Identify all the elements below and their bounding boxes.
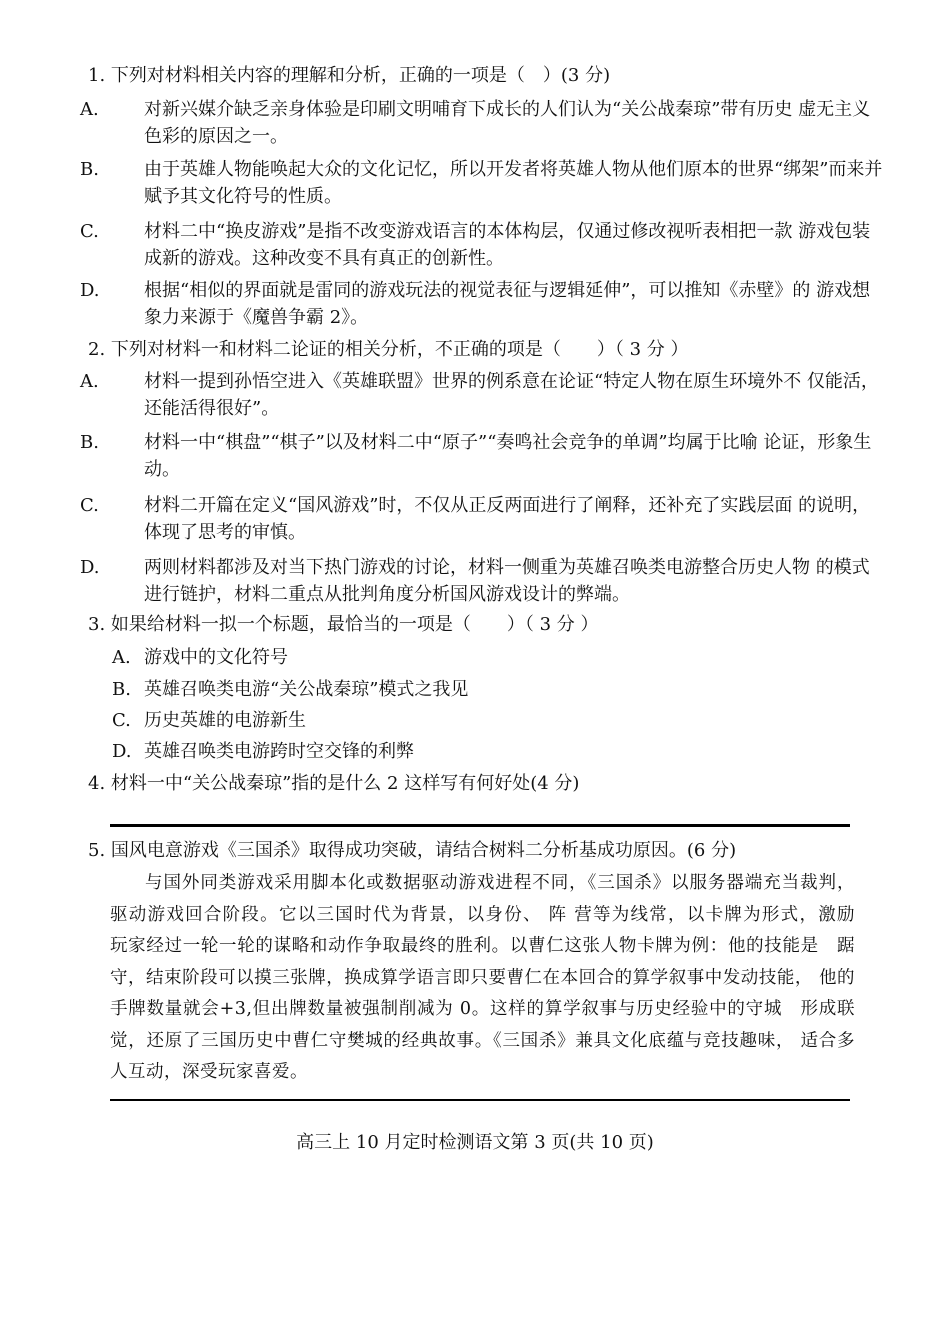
option-text: 历史英雄的电游新生 [144,710,306,731]
page-footer: 高三上 10 月定时检测语文第 3 页(共 10 页) [296,1132,654,1153]
question-3-option-c [112,707,852,734]
question-2-option-a [80,368,884,422]
footer-divider [110,1099,850,1101]
option-label: C. [80,495,99,516]
option-text: 对新兴媒介缺乏亲身体验是印刷文明哺育下成长的人们认为“关公战秦琼”带有历史 虚无主义色彩的原因之一。 [144,99,871,147]
question-4-stem: 4. 材料一中“关公战秦琼”指的是什么 2 这样写有何好处(4 分) [88,773,580,794]
question-1-option-c [80,218,884,272]
option-label: A. [80,99,99,120]
question-1-stem: 1. 下列对材料相关内容的理解和分析，正确的一项是（ ）(3 分) [88,65,611,86]
question-5-stem: 5. 国风电意游戏《三国杀》取得成功突破，请结合树料二分析基成功原因。(6 分) [88,840,737,861]
option-text: 材料一中“棋盘”“棋子”以及材料二中“原子”“奏鸣社会竞争的单调”均属于比喻 论证，形象生动。 [144,432,872,480]
question-1-option-a [80,96,884,150]
option-label: C. [80,221,99,242]
option-label: D. [112,741,132,762]
question-3-stem: 3. 如果给材料一拟一个标题，最恰当的一项是（ ）（ 3 分 ） [88,614,599,635]
question-2-stem: 2. 下列对材料一和材料二论证的相关分析，不正确的项是（ ）（ 3 分 ） [88,339,689,360]
option-text: 游戏中的文化符号 [144,647,288,668]
option-text: 英雄召唤类电游跨时空交锋的利弊 [144,741,414,762]
option-label: B. [80,432,99,453]
option-label: B. [80,159,99,180]
option-text: 由于英雄人物能唤起大众的文化记忆，所以开发者将英雄人物从他们原本的世界“绑架”而来并赋予其文化符号的性质。 [144,159,883,207]
option-text: 根据“相似的界面就是雷同的游戏玩法的视觉表征与逻辑延伸”，可以推知《赤壁》的 游戏想象力来源于《魔兽争霸 2》。 [144,280,871,328]
question-3-option-d [112,738,852,765]
section-divider [110,824,850,827]
option-label: A. [80,371,99,392]
option-text: 两则材料都涉及对当下热门游戏的讨论，材料一侧重为英雄召唤类电游整合历史人物 的模式进行链护，材料二重点从批判角度分析国风游戏设计的弊端。 [144,557,870,605]
option-label: B. [112,679,131,700]
option-label: D. [80,280,100,301]
question-2-option-d [80,554,884,608]
option-label: A. [112,647,131,668]
option-text: 材料二开篇在定义“国风游戏”时，不仅从正反两面进行了阐释，还补充了实践层面 的说明，体现了思考的审慎。 [144,495,871,543]
question-5-passage: 与国外同类游戏采用脚本化或数据驱动游戏进程不同，《三国杀》以服务器端充当裁判， 驱动游戏回合阶段。它以三国时代为背景，以身份、 阵 营等为线常，以卡牌为形式，激励 玩家经过一轮一轮的谋略和动作争取最终的胜利。以曹仁这张人物卡牌为例：他的技能是 踞守，结束阶段可以摸三张牌，换成算学语言即只要曹仁在本回合的算学叙事中发动技能， 他的手牌数量就会+3,但出牌数量被强制削减为 0。这样的算学叙事与历史经验中的守城 形成联觉，还原了三国历史中曹仁守樊城的经典故事。《三国杀》兼具文化底蕴与竞技趣味， 适合多人互动，深受玩家喜爱。 [110,873,873,1082]
question-2-option-c [80,492,884,546]
option-text: 材料二中“换皮游戏”是指不改变游戏语言的本体构层，仅通过修改视听表相把一款 游戏包装成新的游戏。这种改变不具有真正的创新性。 [144,221,871,269]
option-label: C. [112,710,131,731]
question-3-option-b [112,676,852,703]
question-1-option-b [80,156,884,210]
question-1-option-d [80,277,884,331]
option-text: 材料一提到孙悟空进入《英雄联盟》世界的例系意在论证“特定人物在原生环境外不 仅能活，还能活得很好”。 [144,371,879,419]
question-2-option-b [80,429,884,483]
option-label: D. [80,557,100,578]
question-3-option-a [112,644,852,671]
option-text: 英雄召唤类电游“关公战秦琼”模式之我见 [144,679,469,700]
